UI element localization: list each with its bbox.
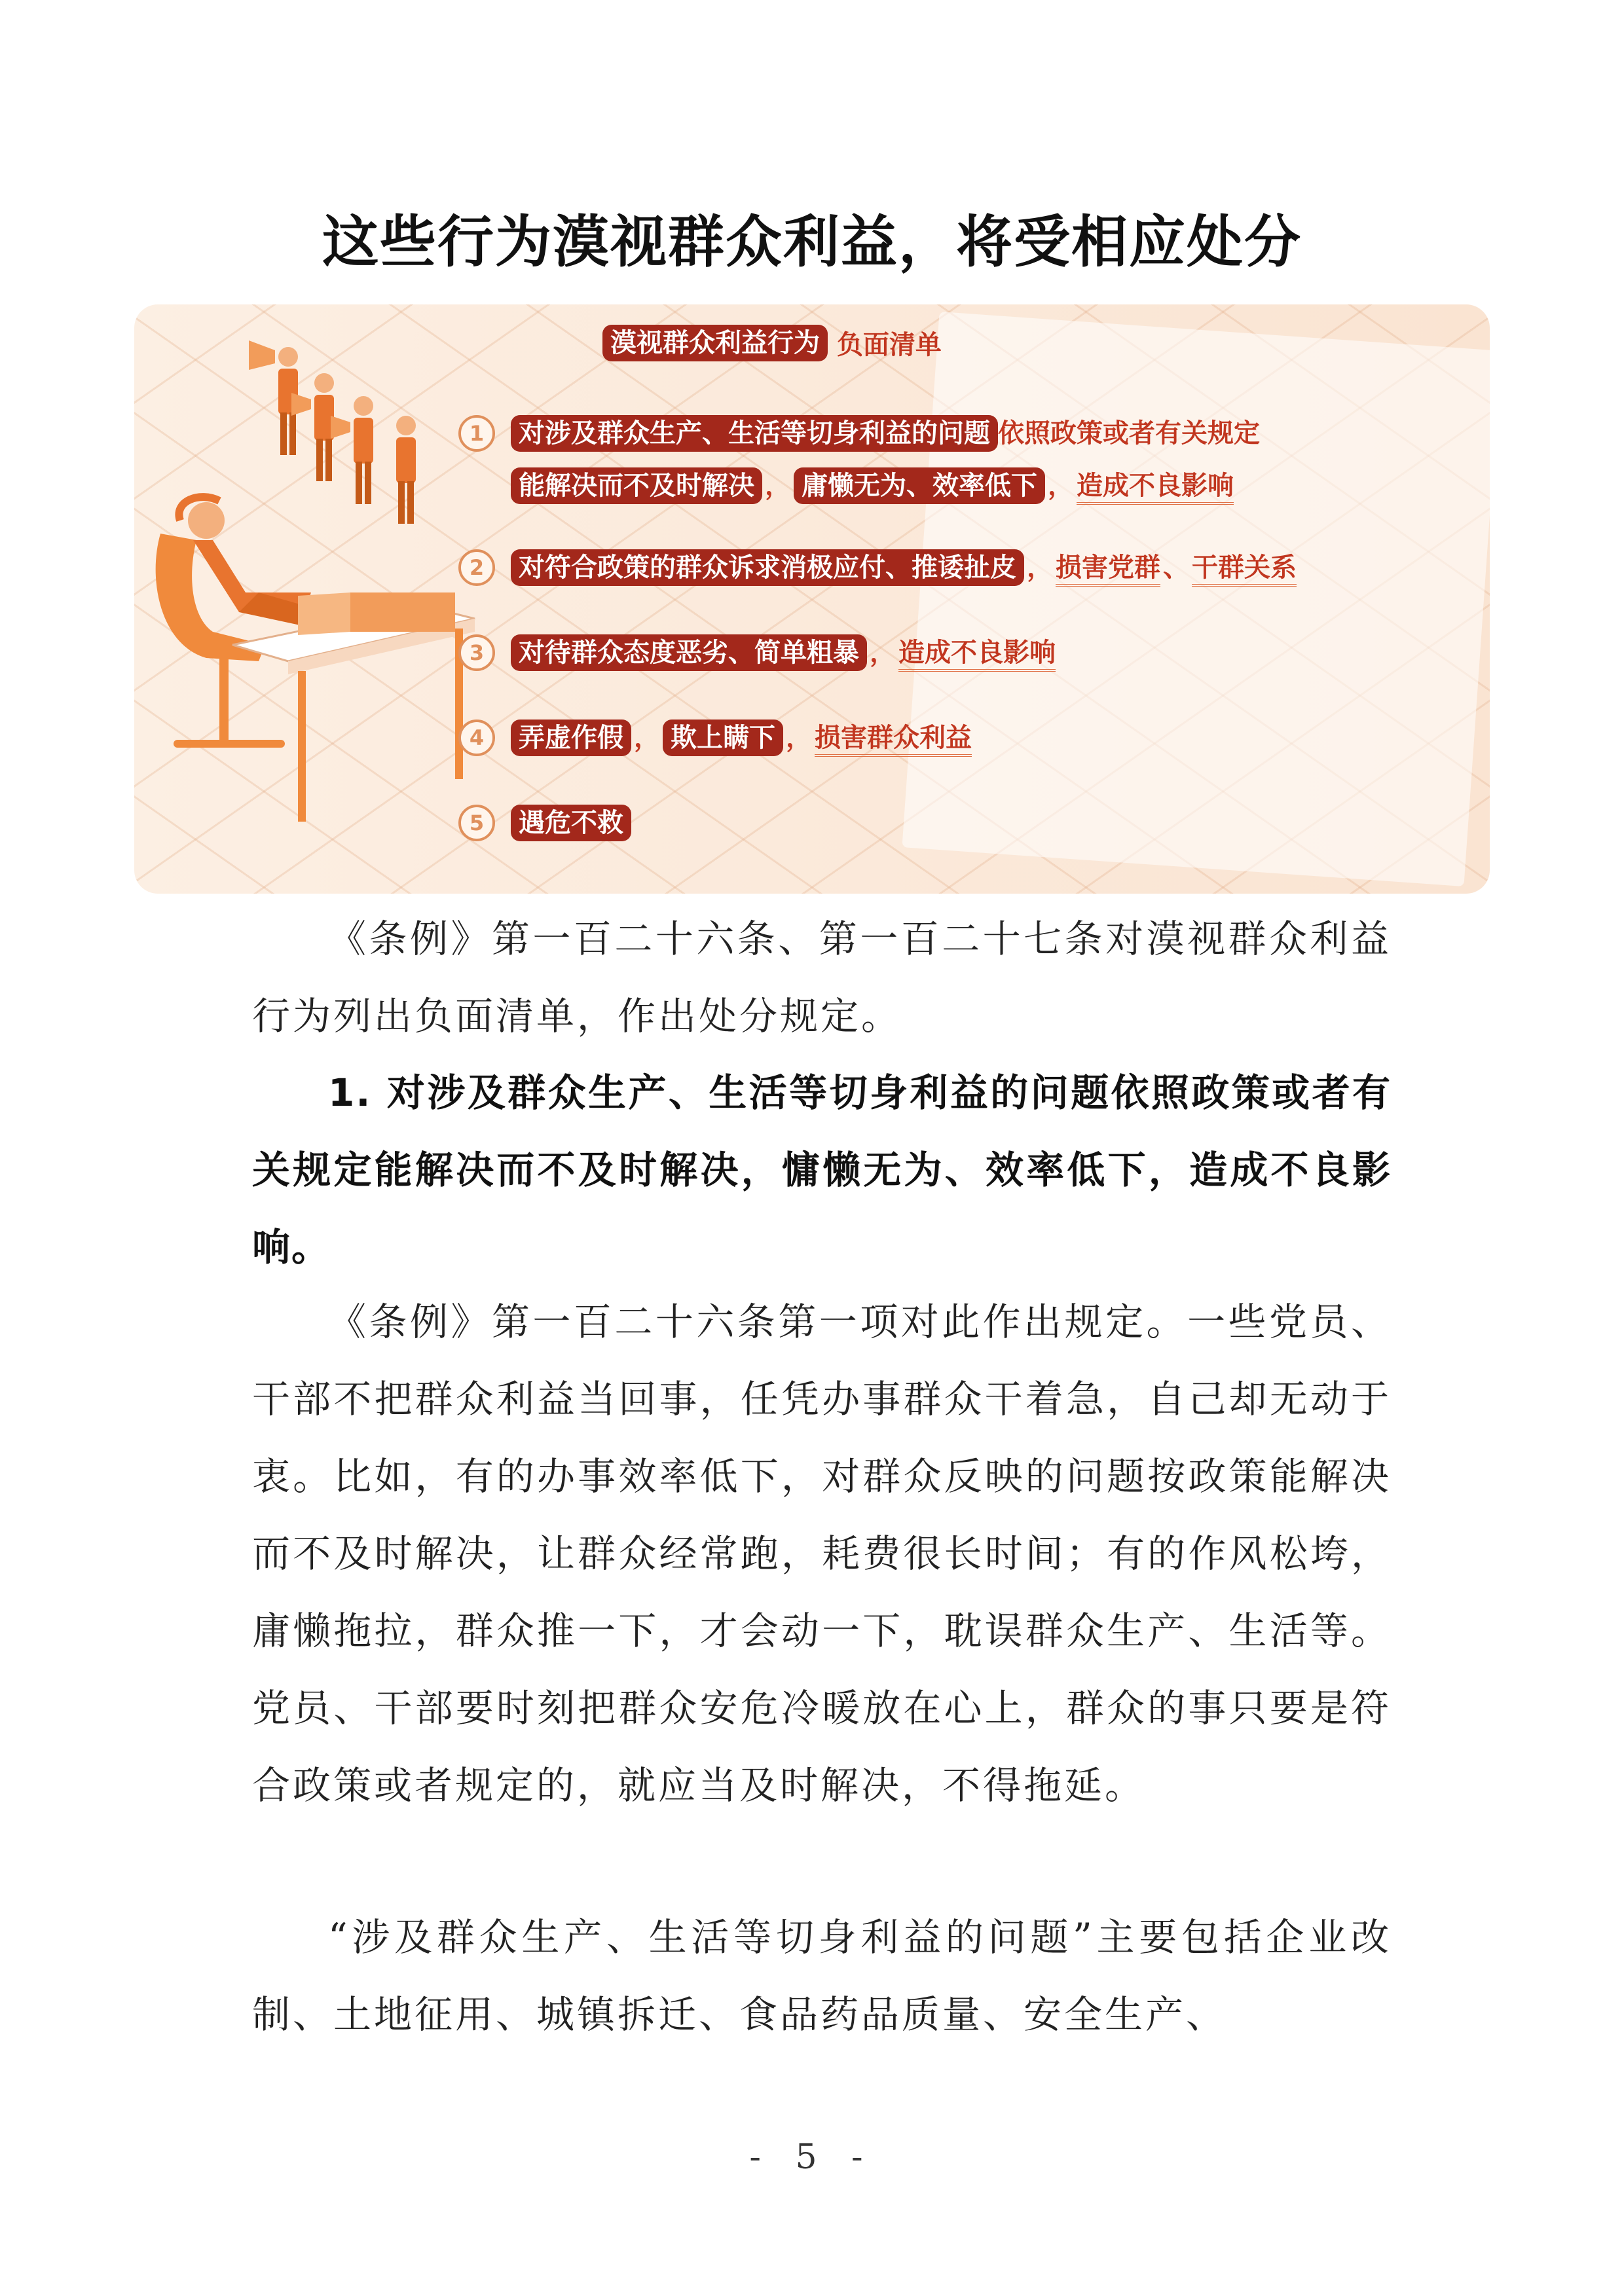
item-number: 1 xyxy=(458,415,495,452)
page-title: 这些行为漠视群众利益，将受相应处分 xyxy=(322,210,1302,275)
list-item-5 xyxy=(458,802,631,841)
comma-separator: ， xyxy=(765,471,791,501)
item-consequence: 干群关系 xyxy=(1192,553,1297,587)
item-number: 5 xyxy=(458,805,495,841)
item-number: 2 xyxy=(458,549,495,586)
list-item-3 xyxy=(458,632,1056,672)
comma-separator: ， xyxy=(870,638,896,668)
pause-separator: 、 xyxy=(1163,553,1189,583)
item-consequence: 造成不良影响 xyxy=(1077,471,1234,505)
item-plain-text: 依照政策或者有关规定 xyxy=(998,418,1260,448)
item-consequence: 损害群众利益 xyxy=(815,723,972,757)
list-item-4 xyxy=(458,717,972,757)
comma-separator: ， xyxy=(634,723,660,753)
office-scene-illustration xyxy=(134,304,501,894)
item-tag: 弄虚作假 xyxy=(511,720,631,756)
item-tag: 对符合政策的群众诉求消极应付、推诿扯皮 xyxy=(511,549,1024,586)
scope-paragraph: “涉及群众生产、生活等切身利益的问题”主要包括企业改制、土地征用、城镇拆迁、食品药品质量、安全生产、 xyxy=(252,1915,1392,2037)
paper-sheet-decoration xyxy=(902,312,1490,886)
desk-icon xyxy=(232,592,475,822)
header-tag: 漠视群众利益行为 xyxy=(602,325,828,361)
negative-list-header xyxy=(602,324,942,361)
item-consequence: 损害党群 xyxy=(1056,553,1160,587)
item-number: 4 xyxy=(458,720,495,756)
item-number: 3 xyxy=(458,634,495,671)
page-number: - 5 - xyxy=(749,2138,875,2177)
explanation-paragraph: 《条例》第一百二十六条第一项对此作出规定。一些党员、干部不把群众利益当回事，任凭办事群众干着急，自己却无动于衷。比如，有的办事效率低下，对群众反映的问题按政策能解决而不及时解决，让群众经常跑，耗费很长时间；有的作风松垮，庸懒拖拉，群众推一下，才会动一下，耽误群众生产、生活等。党员、干部要时刻把群众安危冷暖放在心上，群众的事只要是符合政策或者规定的，就应当及时解决，不得拖延。 xyxy=(252,1300,1392,1808)
comma-separator: ， xyxy=(1048,471,1074,501)
item-tag: 对待群众态度恶劣、简单粗暴 xyxy=(511,634,867,671)
intro-paragraph: 《条例》第一百二十六条、第一百二十七条对漠视群众利益行为列出负面清单，作出处分规定。 xyxy=(252,917,1392,1038)
comma-separator: ， xyxy=(1027,553,1053,583)
item-tag: 能解决而不及时解决 xyxy=(511,467,762,504)
comma-separator: ， xyxy=(786,723,812,753)
list-item-1-continued xyxy=(511,465,1234,505)
item-tag: 欺上瞒下 xyxy=(663,720,783,756)
header-plain-text: 负面清单 xyxy=(836,330,942,360)
negative-list-infographic xyxy=(134,304,1490,894)
list-item-2 xyxy=(458,547,1297,587)
petitioners-group-icon xyxy=(249,340,416,524)
item-consequence: 造成不良影响 xyxy=(898,638,1056,672)
list-item-1 xyxy=(458,412,1260,453)
item-tag: 庸懒无为、效率低下 xyxy=(794,467,1045,504)
item-tag: 对涉及群众生产、生活等切身利益的问题 xyxy=(511,415,998,452)
section-heading-1: 1. 对涉及群众生产、生活等切身利益的问题依照政策或者有关规定能解决而不及时解决，慵懒无为、效率低下，造成不良影响。 xyxy=(252,1070,1392,1269)
item-tag: 遇危不救 xyxy=(511,805,631,841)
